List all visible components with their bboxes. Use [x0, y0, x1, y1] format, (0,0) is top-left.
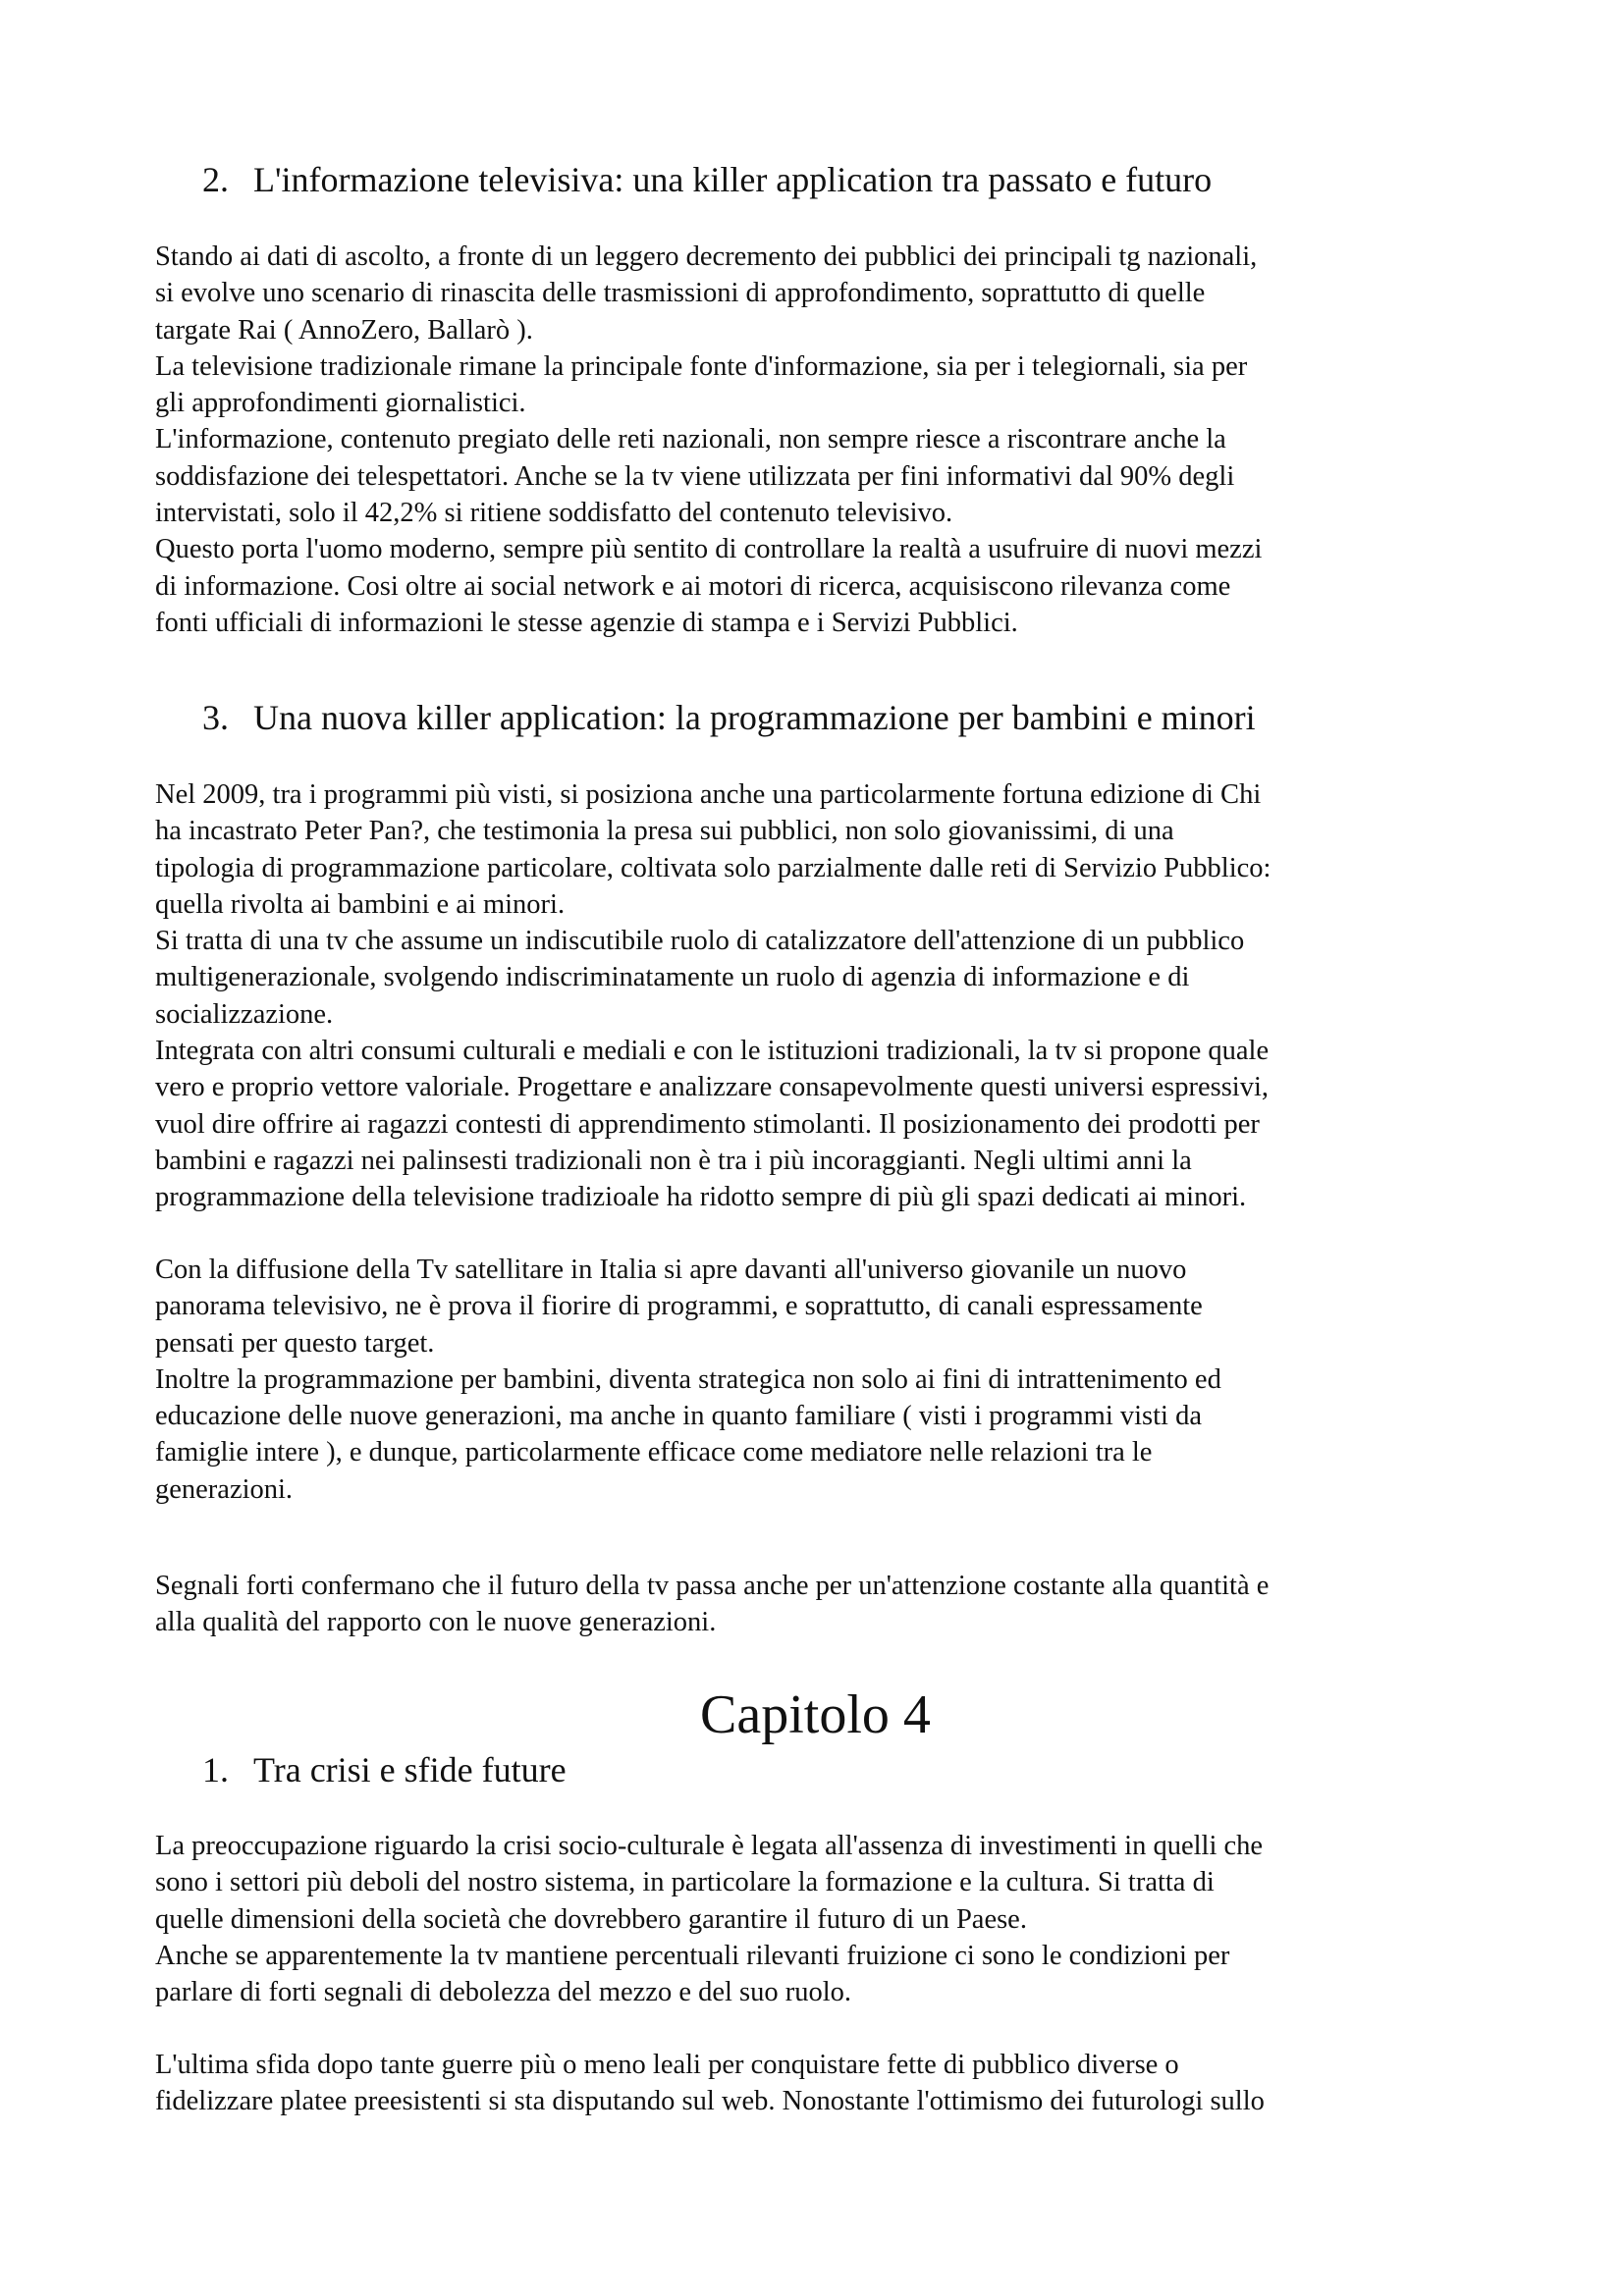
paragraph — [155, 776, 1483, 1216]
text-line: L'ultima sfida dopo tante guerre più o meno leali per conquistare fette di pubblico diverse o — [155, 2050, 1179, 2080]
text-line: quella rivolta ai bambini e ai minori. — [155, 888, 566, 920]
text-line: sono i settori più deboli del nostro sistema, in particolare la formazione e la cultura. Si tratta di — [155, 1867, 1215, 1898]
section-number: 3. — [202, 698, 229, 737]
text-line: Inoltre la programmazione per bambini, diventa strategica non solo ai fini di intrattenimento ed — [155, 1363, 1221, 1395]
paragraph — [155, 1568, 1483, 1641]
chapter-4-section-1-heading — [202, 1748, 567, 1791]
text-line: bambini e ragazzi nei palinsesti tradizionali non è tra i più incoraggianti. Negli ultimi anni la — [155, 1145, 1192, 1176]
text-line: vero e proprio vettore valoriale. Progettare e analizzare consapevolmente questi universi espressivi, — [155, 1072, 1270, 1103]
text-line: famiglie intere ), e dunque, particolarmente efficace come mediatore nelle relazioni tra le — [155, 1437, 1153, 1468]
text-line: panorama televisivo, ne è prova il fiorire di programmi, e soprattutto, di canali espressamente — [155, 1291, 1203, 1322]
text-line: Si tratta di una tv che assume un indiscutibile ruolo di catalizzatore dell'attenzione di un pubblico — [155, 926, 1245, 957]
section-title: L'informazione televisiva: una killer application tra passato e futuro — [253, 160, 1213, 199]
text-line: La televisione tradizionale rimane la principale fonte d'informazione, sia per i telegiornali, sia per — [155, 350, 1248, 382]
text-line: si evolve uno scenario di rinascita delle trasmissioni di approfondimento, soprattutto di quelle — [155, 278, 1206, 309]
text-line: Questo porta l'uomo moderno, sempre più sentito di controllare la realtà a usufruire di nuovi mezzi — [155, 534, 1263, 565]
section-3-heading — [202, 696, 1256, 739]
section-title: Una nuova killer application: la programmazione per bambini e minori — [253, 698, 1256, 737]
text-line: L'informazione, contenuto pregiato delle reti nazionali, non sempre riesce a riscontrare anche la — [155, 424, 1226, 455]
text-line: Segnali forti confermano che il futuro della tv passa anche per un'attenzione costante alla quantità e — [155, 1571, 1270, 1601]
text-line: generazioni. — [155, 1473, 294, 1505]
paragraph — [155, 239, 1483, 641]
text-line: parlare di forti segnali di debolezza del mezzo e del suo ruolo. — [155, 1977, 852, 2008]
text-line: socializzazione. — [155, 998, 334, 1030]
text-line: vuol dire offrire ai ragazzi contesti di apprendimento stimolanti. Il posizionamento dei prodotti per — [155, 1108, 1260, 1140]
paragraph — [155, 1828, 1483, 2010]
text-line: quelle dimensioni della società che dovrebbero garantire il futuro di un Paese. — [155, 1903, 1027, 1935]
text-line: ha incastrato Peter Pan?, che testimonia la presa sui pubblici, non solo giovanissimi, di una — [155, 816, 1174, 847]
text-line: gli approfondimenti giornalistici. — [155, 388, 526, 419]
text-line: La preoccupazione riguardo la crisi socio-culturale è legata all'assenza di investimenti in quelli che — [155, 1831, 1264, 1861]
text-line: fidelizzare platee preesistenti si sta disputando sul web. Nonostante l'ottimismo dei futurologi sullo — [155, 2086, 1265, 2117]
text-line: di informazione. Cosi oltre ai social network e ai motori di ricerca, acquisiscono rilevanza come — [155, 570, 1231, 602]
text-line: Nel 2009, tra i programmi più visti, si posiziona anche una particolarmente fortuna edizione di Chi — [155, 779, 1262, 810]
text-line: intervistati, solo il 42,2% si ritiene soddisfatto del contenuto televisivo. — [155, 498, 953, 529]
text-line: Stando ai dati di ascolto, a fronte di un leggero decremento dei pubblici dei principali tg nazionali, — [155, 241, 1258, 272]
section-2-heading — [202, 158, 1212, 201]
text-line: Con la diffusione della Tv satellitare in Italia si apre davanti all'universo giovanile un nuovo — [155, 1255, 1187, 1285]
text-line: tipologia di programmazione particolare, coltivata solo parzialmente dalle reti di Servizio Pubblico: — [155, 852, 1271, 883]
section-title: Tra crisi e sfide future — [253, 1750, 567, 1789]
text-line: Integrata con altri consumi culturali e mediali e con le istituzioni tradizionali, la tv si propone quale — [155, 1036, 1270, 1067]
paragraph — [155, 1252, 1483, 1508]
text-line: pensati per questo target. — [155, 1327, 435, 1359]
section-number: 2. — [202, 160, 229, 199]
chapter-title: Capitolo 4 — [700, 1684, 931, 1745]
text-line: Anche se apparentemente la tv mantiene percentuali rilevanti fruizione ci sono le condizioni per — [155, 1940, 1230, 1971]
section-number: 1. — [202, 1750, 229, 1789]
text-line: fonti ufficiali di informazioni le stesse agenzie di stampa e i Servizi Pubblici. — [155, 607, 1018, 638]
text-line: soddisfazione dei telespettatori. Anche se la tv viene utilizzata per fini informativi dal 90% degli — [155, 460, 1235, 492]
text-line: targate Rai ( AnnoZero, Ballarò ). — [155, 314, 533, 346]
text-line: alla qualità del rapporto con le nuove generazioni. — [155, 1607, 717, 1638]
text-line: educazione delle nuove generazioni, ma anche in quanto familiare ( visti i programmi visti da — [155, 1401, 1202, 1432]
paragraph — [155, 2047, 1483, 2120]
text-line: programmazione della televisione tradizioale ha ridotto sempre di più gli spazi dedicati ai minori. — [155, 1182, 1247, 1213]
text-line: multigenerazionale, svolgendo indiscriminatamente un ruolo di agenzia di informazione e di — [155, 962, 1190, 993]
